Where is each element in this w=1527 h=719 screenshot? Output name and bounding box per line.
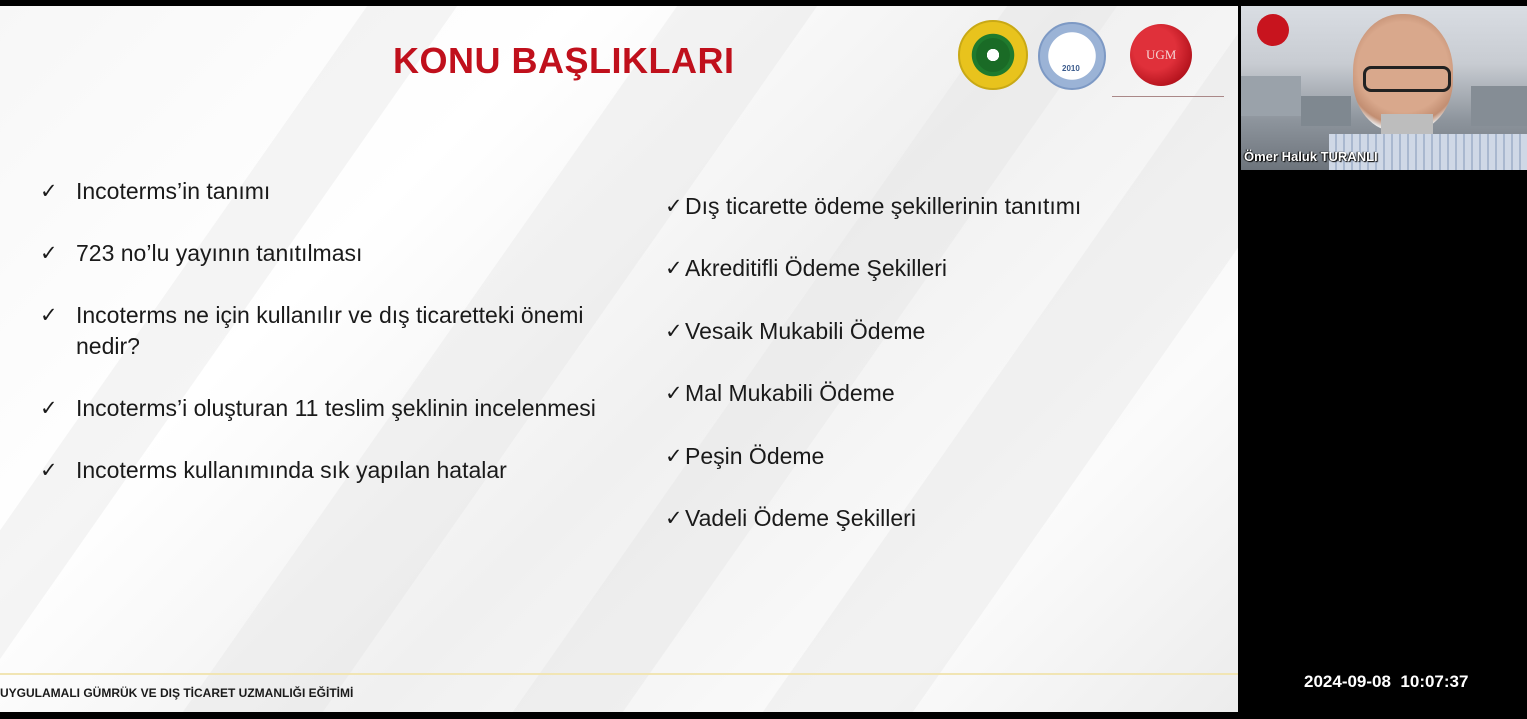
list-item xyxy=(40,455,600,486)
list-item xyxy=(665,253,1225,284)
topic-text: Mal Mukabili Ödeme xyxy=(685,380,895,407)
checkmark-icon: ✓ xyxy=(40,242,58,265)
list-item xyxy=(665,378,1225,409)
background-desk xyxy=(1301,96,1351,126)
recording-timestamp: 2024-09-08 10:07:37 xyxy=(1304,672,1469,691)
participant-name: Ömer Haluk TURANLI xyxy=(1244,149,1378,164)
ugm-logo xyxy=(1257,14,1289,46)
checkmark-icon: ✓ xyxy=(40,459,58,482)
presentation-slide xyxy=(0,6,1238,712)
checkmark-icon: ✓ xyxy=(665,506,683,530)
list-item xyxy=(40,238,600,269)
slide-title: KONU BAŞLIKLARI xyxy=(393,40,735,81)
topic-text: Incoterms ne için kullanılır ve dış ticaretteki önemi nedir? xyxy=(76,302,584,359)
left-topic-list xyxy=(40,176,600,517)
checkmark-icon: ✓ xyxy=(665,382,683,406)
slide-footer: UYGULAMALI GÜMRÜK VE DIŞ TİCARET UZMANLIĞI EĞİTİMİ xyxy=(0,686,354,700)
participant-video-tile[interactable] xyxy=(1241,6,1527,170)
glasses xyxy=(1363,66,1451,92)
background-desk xyxy=(1471,86,1527,126)
ugm-logo-text: UGM xyxy=(1146,47,1177,62)
checkmark-icon: ✓ xyxy=(40,397,58,420)
right-topic-list xyxy=(665,191,1225,565)
list-item xyxy=(40,393,600,424)
topic-text: Dış ticarette ödeme şekillerinin tanıtımı xyxy=(685,193,1082,219)
ugm-logo-underline xyxy=(1112,96,1224,97)
topic-text: Vadeli Ödeme Şekilleri xyxy=(685,504,916,531)
checkmark-icon: ✓ xyxy=(40,180,58,203)
footer-divider xyxy=(0,673,1238,675)
topic-text: Incoterms’in tanımı xyxy=(76,178,271,204)
topic-text: Akreditifli Ödeme Şekilleri xyxy=(685,255,948,282)
list-item xyxy=(665,503,1225,534)
checkmark-icon: ✓ xyxy=(665,319,683,343)
background-desk xyxy=(1241,76,1301,116)
list-item xyxy=(40,176,600,207)
checkmark-icon: ✓ xyxy=(665,444,683,468)
checkmark-icon: ✓ xyxy=(665,195,683,218)
topic-text: Incoterms’i oluşturan 11 teslim şeklinin incelenmesi xyxy=(76,395,596,421)
seal-year: 2010 xyxy=(1062,64,1080,73)
topic-text: 723 no’lu yayının tanıtılması xyxy=(76,240,363,266)
topic-text: Incoterms kullanımında sık yapılan hatalar xyxy=(76,457,507,483)
topic-text: Peşin Ödeme xyxy=(685,442,825,469)
topic-text: Vesaik Mukabili Ödeme xyxy=(685,317,926,344)
university-seal-logo xyxy=(1038,22,1106,90)
istanbul-university-logo xyxy=(958,20,1028,90)
checkmark-icon: ✓ xyxy=(40,304,58,327)
list-item xyxy=(665,191,1225,222)
checkmark-icon: ✓ xyxy=(665,257,683,281)
list-item xyxy=(40,300,600,362)
list-item xyxy=(665,441,1225,472)
list-item xyxy=(665,316,1225,347)
